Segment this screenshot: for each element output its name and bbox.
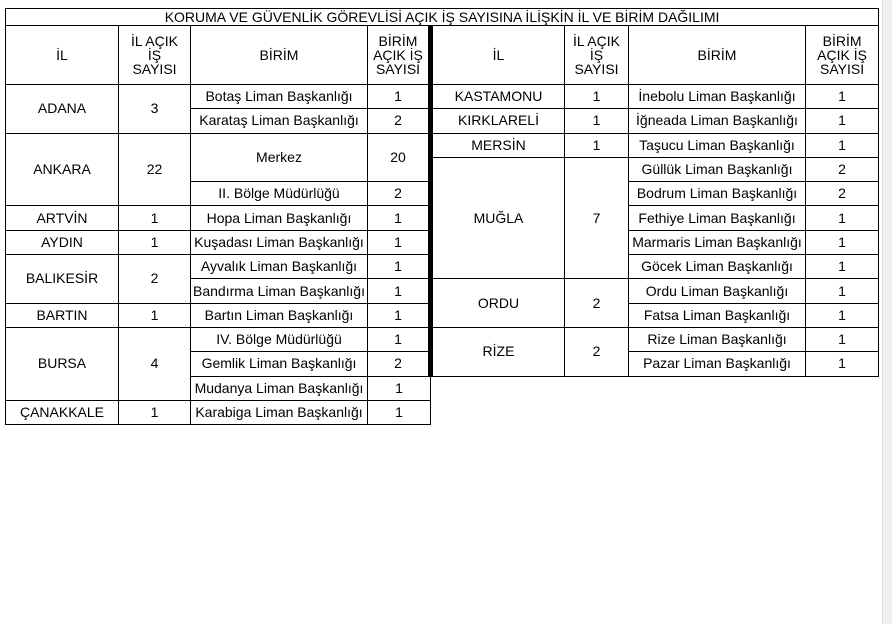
il-count-cell: 2 — [119, 255, 191, 304]
il-cell: MERSİN — [431, 133, 565, 157]
table-row — [6, 473, 879, 497]
birim-count-cell: 1 — [806, 109, 879, 133]
birim-cell: Botaş Liman Başkanlığı — [191, 85, 368, 109]
il-cell: BARTIN — [6, 303, 119, 327]
birim-count-cell: 2 — [368, 109, 431, 133]
il-cell: ADANA — [6, 85, 119, 134]
table-row — [6, 85, 879, 109]
birim-cell: Karabiga Liman Başkanlığı — [191, 400, 368, 424]
header-line: SAYISI — [820, 61, 865, 77]
il-count-cell: 2 — [565, 279, 629, 328]
birim-count-cell: 1 — [368, 279, 431, 303]
birim-count-cell: 2 — [368, 182, 431, 206]
header-birim: BİRİM — [191, 26, 368, 85]
birim-count-cell: 1 — [806, 327, 879, 351]
il-cell: KASTAMONU — [431, 85, 565, 109]
il-count-cell: 1 — [119, 303, 191, 327]
header-line: SAYISI — [132, 61, 177, 77]
birim-count-cell: 1 — [806, 133, 879, 157]
il-cell: BALIKESİR — [6, 255, 119, 304]
birim-cell: IV. Bölge Müdürlüğü — [191, 327, 368, 351]
header-il: İL — [6, 26, 119, 85]
header-line: İŞ — [589, 47, 604, 63]
birim-cell: Taşucu Liman Başkanlığı — [629, 133, 806, 157]
table-title: KORUMA VE GÜVENLİK GÖREVLİSİ AÇIK İŞ SAYISINA İLİŞKİN İL VE BİRİM DAĞILIMI — [6, 9, 879, 26]
birim-cell: Karataş Liman Başkanlığı — [191, 109, 368, 133]
birim-count-cell: 1 — [368, 376, 431, 400]
birim-cell: Pazar Liman Başkanlığı — [629, 352, 806, 376]
header-line: SAYISI — [375, 61, 421, 77]
header-line: AÇIK İŞ — [817, 47, 867, 63]
table-row — [6, 400, 879, 424]
header-line: İL AÇIK — [131, 33, 178, 49]
birim-count-cell: 20 — [368, 133, 431, 182]
birim-count-cell: 1 — [806, 352, 879, 376]
header-birim-acik-is-right — [806, 26, 879, 85]
il-count-cell: 22 — [119, 133, 191, 206]
birim-cell: Merkez — [191, 133, 368, 182]
birim-cell: İnebolu Liman Başkanlığı — [629, 85, 806, 109]
birim-cell: İğneada Liman Başkanlığı — [629, 109, 806, 133]
birim-cell: Kuşadası Liman Başkanlığı — [191, 230, 368, 254]
il-count-cell: 2 — [565, 327, 629, 376]
birim-cell: Hopa Liman Başkanlığı — [191, 206, 368, 230]
table-row — [6, 522, 879, 546]
il-cell: ARTVİN — [6, 206, 119, 230]
birim-count-cell: 1 — [806, 206, 879, 230]
birim-count-cell: 1 — [806, 230, 879, 254]
birim-count-cell: 1 — [368, 327, 431, 351]
table-row — [6, 546, 879, 570]
header-line: İŞ — [147, 47, 162, 63]
table-row — [6, 425, 879, 449]
il-count-cell: 1 — [119, 400, 191, 424]
birim-cell: Bandırma Liman Başkanlığı — [191, 279, 368, 303]
il-cell: RİZE — [431, 327, 565, 376]
birim-count-cell: 1 — [806, 279, 879, 303]
header-line: İL AÇIK — [573, 33, 620, 49]
il-count-cell: 3 — [119, 85, 191, 134]
il-count-cell: 1 — [119, 206, 191, 230]
birim-cell: Mudanya Liman Başkanlığı — [191, 376, 368, 400]
il-cell: AYDIN — [6, 230, 119, 254]
table-row — [6, 133, 879, 157]
birim-count-cell: 1 — [368, 206, 431, 230]
header-line: SAYISI — [574, 61, 619, 77]
page-edge-scrollbar[interactable] — [882, 0, 892, 624]
birim-count-cell: 1 — [368, 400, 431, 424]
table-row — [6, 498, 879, 522]
birim-count-cell: 1 — [368, 85, 431, 109]
il-count-cell: 1 — [565, 85, 629, 109]
il-count-cell: 1 — [565, 109, 629, 133]
birim-count-cell: 1 — [368, 303, 431, 327]
table-wrapper — [5, 8, 878, 619]
birim-cell: Ayvalık Liman Başkanlığı — [191, 255, 368, 279]
birim-cell: Bodrum Liman Başkanlığı — [629, 182, 806, 206]
birim-count-cell: 2 — [368, 352, 431, 376]
il-count-cell: 1 — [119, 230, 191, 254]
birim-count-cell: 1 — [368, 255, 431, 279]
il-cell: ÇANAKKALE — [6, 400, 119, 424]
birim-cell: Fatsa Liman Başkanlığı — [629, 303, 806, 327]
table-row — [6, 570, 879, 594]
header-birim-acik-is — [368, 26, 431, 85]
birim-count-cell: 2 — [806, 157, 879, 181]
header-il-acik-is — [119, 26, 191, 85]
header-il-right: İL — [431, 26, 565, 85]
il-count-cell: 7 — [565, 157, 629, 278]
birim-cell: Göcek Liman Başkanlığı — [629, 255, 806, 279]
header-line: BİRİM — [822, 33, 862, 49]
header-birim-right: BİRİM — [629, 26, 806, 85]
il-count-cell: 1 — [565, 133, 629, 157]
il-cell: BURSA — [6, 327, 119, 400]
birim-cell: Gemlik Liman Başkanlığı — [191, 352, 368, 376]
birim-cell: Rize Liman Başkanlığı — [629, 327, 806, 351]
birim-count-cell: 1 — [368, 230, 431, 254]
header-line: BİRİM — [378, 33, 418, 49]
header-line: AÇIK İŞ — [373, 47, 423, 63]
il-cell: KIRKLARELİ — [431, 109, 565, 133]
birim-cell: Ordu Liman Başkanlığı — [629, 279, 806, 303]
table-row — [6, 327, 879, 351]
birim-count-cell: 2 — [806, 182, 879, 206]
table-row — [6, 595, 879, 619]
birim-cell: Marmaris Liman Başkanlığı — [629, 230, 806, 254]
birim-cell: Bartın Liman Başkanlığı — [191, 303, 368, 327]
birim-count-cell: 1 — [806, 255, 879, 279]
birim-cell: Güllük Liman Başkanlığı — [629, 157, 806, 181]
header-row — [6, 26, 879, 85]
header-il-acik-is-right — [565, 26, 629, 85]
il-cell: ORDU — [431, 279, 565, 328]
il-cell: MUĞLA — [431, 157, 565, 278]
il-count-cell: 4 — [119, 327, 191, 400]
distribution-table — [5, 8, 879, 619]
birim-count-cell: 1 — [806, 303, 879, 327]
birim-count-cell: 1 — [806, 85, 879, 109]
table-row — [6, 449, 879, 473]
birim-cell: II. Bölge Müdürlüğü — [191, 182, 368, 206]
il-cell: ANKARA — [6, 133, 119, 206]
birim-cell: Fethiye Liman Başkanlığı — [629, 206, 806, 230]
